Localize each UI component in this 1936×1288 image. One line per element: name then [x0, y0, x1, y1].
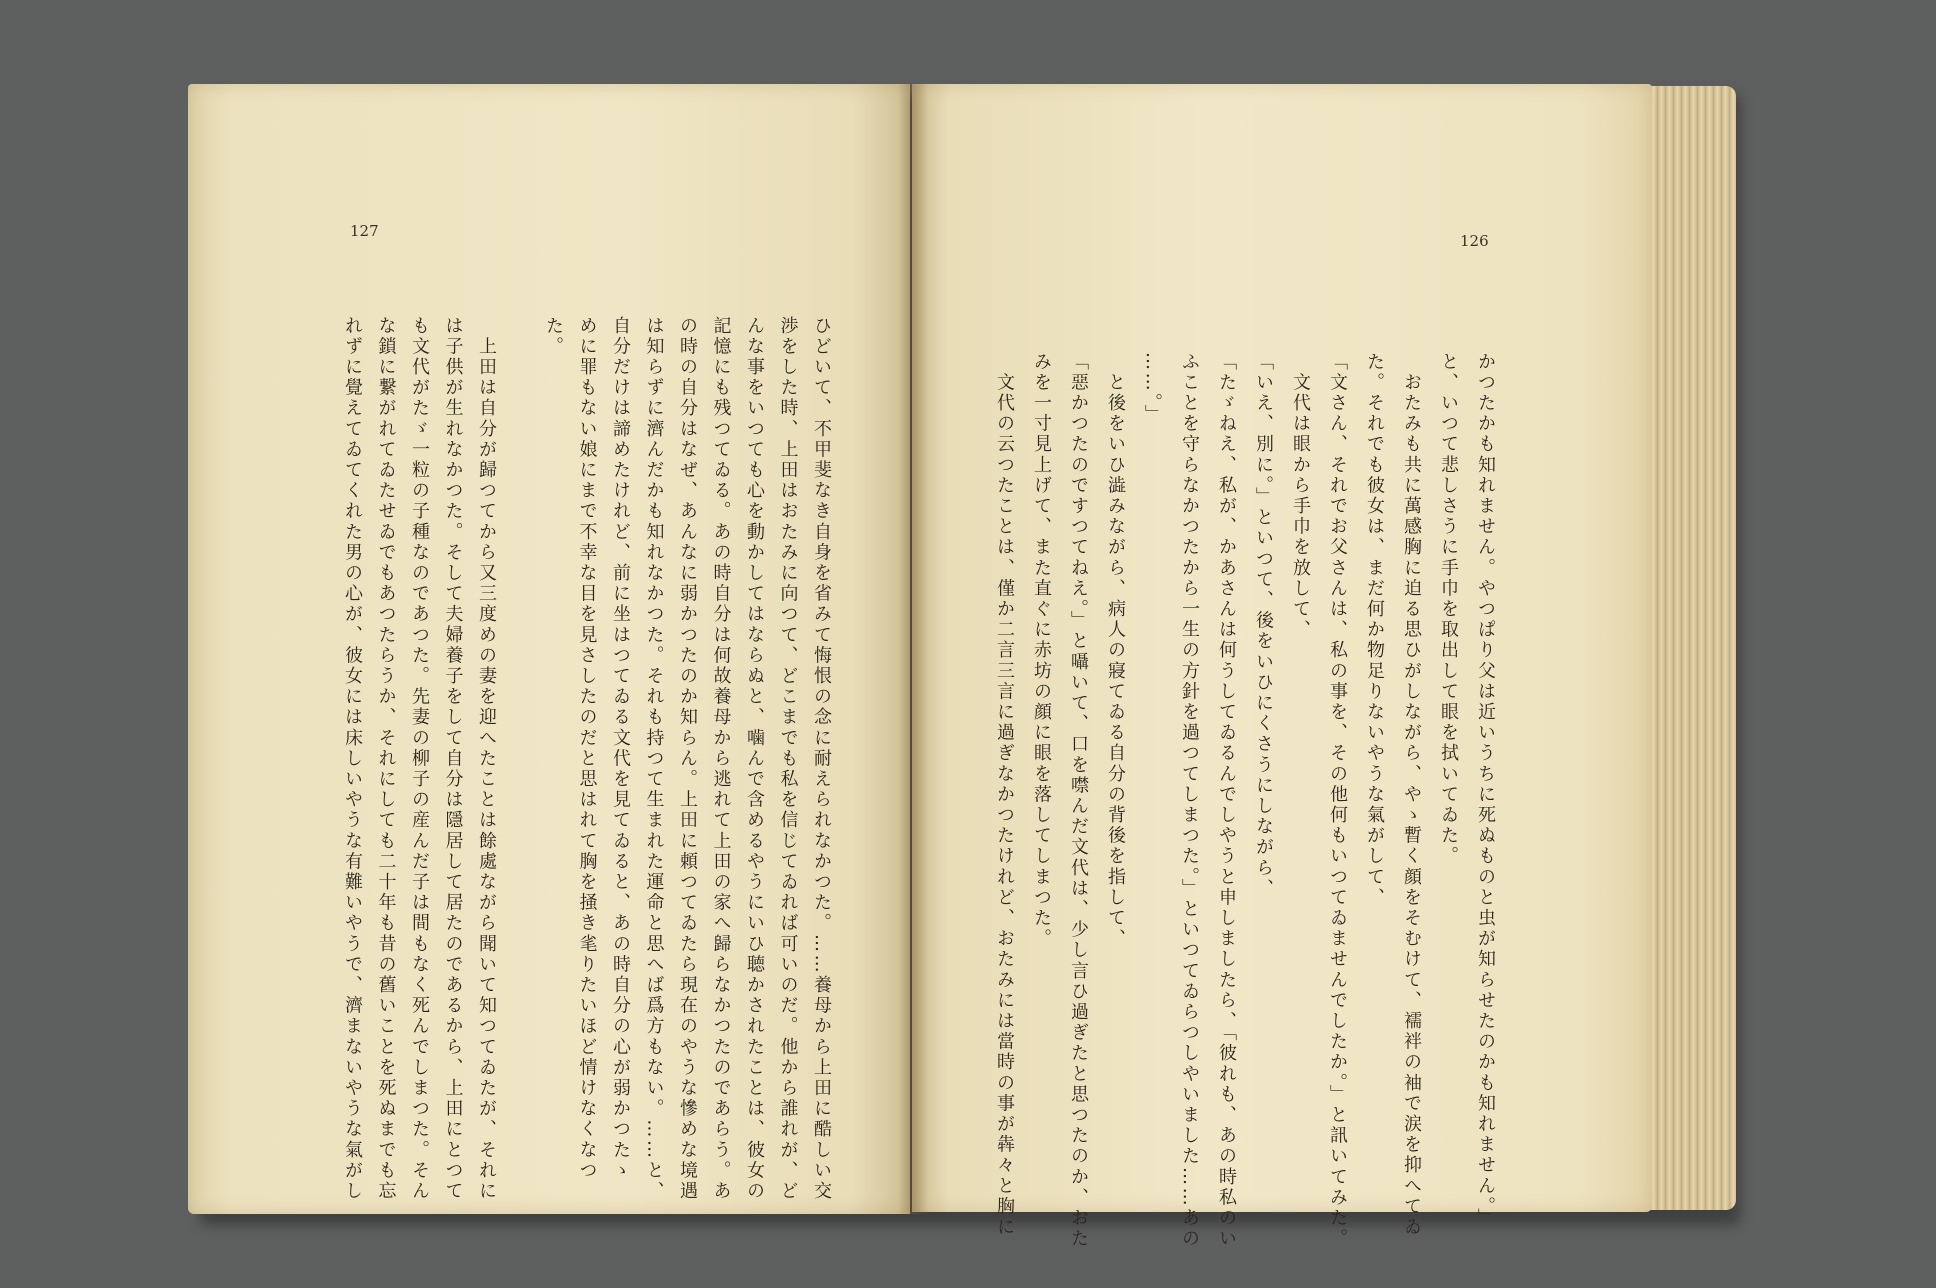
- text-column: ひどいて、不甲斐なき自身を省みて悔恨の念に耐えられなかつた。……養母から上田に酷しい交: [811, 316, 832, 1202]
- text-column: 文代の云つたことは、僅か二言三言に過ぎなかつたけれど、おたみには當時の事が犇々と胸に: [994, 352, 1015, 1238]
- text-column: 上田は自分が歸つてから又三度めの妻を迎へたことは餘處ながら聞いて知つてゐたが、それに: [476, 316, 497, 1202]
- text-column: 文代は眼から手巾を放して、: [1290, 352, 1311, 641]
- text-column: た。: [543, 316, 564, 358]
- left-columns: [328, 316, 838, 1202]
- text-column: 渉をした時、上田はおたみに向つて、どこまでも私を信じてゐれば可いのだ。他から誰れが、ど: [777, 316, 799, 1202]
- text-column: かつたかも知れません。やつぱり父は近いうちに死ぬものと虫が知らせたのかも知れません。」: [1475, 352, 1496, 1229]
- text-column: の時の自分はなぜ、あんなに弱かつたのか知らん。上田に頼つてゐたら現在のやうな慘めな境遇: [677, 316, 698, 1202]
- right-page-number: 126: [1460, 232, 1489, 250]
- text-column: た。それでも彼女は、まだ何か物足りないやうな氣がして、: [1364, 352, 1385, 909]
- text-column: 記憶にも残つてゐる。あの時自分は何故養母から逃れて上田の家へ歸らなかつたのであらう。あ: [710, 316, 732, 1202]
- right-page-text: [982, 352, 1502, 1250]
- text-column: な鎖に繋がれてゐたせゐでもあつたらうか、それにしても二十年も昔の舊いことを死ぬまでも忘: [375, 316, 397, 1202]
- text-column: んな事をいつても心を動かしてはならぬと、噛んで含めるやうにいひ聴かされたことは、彼女の: [744, 316, 765, 1202]
- text-column: めに罪もない娘にまで不幸な目を見さしたのだと思はれて胸を掻き毟りたいほど情けなくなつ: [576, 316, 598, 1182]
- text-column: ……。」: [1142, 352, 1163, 426]
- text-column: 自分だけは諦めたけれど、前に坐はつてゐる文代を見てゐると、あの時自分の心が弱かつたゝ: [610, 316, 631, 1182]
- text-column: 「たゞねえ、私が、かあさんは何うしてゐるんでしやうと申しましたら、「彼れも、あの時私のい: [1216, 352, 1237, 1250]
- right-columns: [982, 352, 1502, 1250]
- text-column: [507, 316, 537, 1146]
- text-column: 「惡かつたのですつてねえ。」と囁いて、口を噤んだ文代は、少し言ひ過ぎたと思つたのか、おた: [1068, 352, 1089, 1250]
- right-page: [912, 84, 1652, 1250]
- text-column: と後をいひ澁みながら、病人の寢てゐる自分の背後を指して、: [1105, 352, 1126, 950]
- text-column: 「いえ、別に。」といつて、後をいひにくさうにしながら、: [1253, 352, 1274, 900]
- text-column: ふことを守らなかつたから一生の方針を過つてしまつた。」といつてゐらつしやいました……あの: [1179, 352, 1200, 1250]
- left-page-text: [328, 316, 838, 1202]
- text-column: おたみも共に萬感胸に迫る思ひがしながら、やゝ暫く顔をそむけて、襦袢の袖で涙を抑へてゐ: [1401, 352, 1422, 1238]
- text-column: も文代がたゞ一粒の子種なのであつた。先妻の柳子の産んだ子は間もなく死んでしまつた。そん: [409, 316, 430, 1202]
- text-column: れずに覺えてゐてくれた男の心が、彼女には床しいやうな有難いやうで、濟まないやうな氣がし: [342, 316, 363, 1202]
- text-column: は知らずに濟んだかも知れなかつた。それも持つて生まれた運命と思へば爲方もない。……と、: [643, 316, 665, 1202]
- text-column: は子供が生れなかつた。そして夫婦養子をして自分は隱居して居たのであるから、上田にとつて: [442, 316, 464, 1202]
- text-column: みを一寸見上げて、また直ぐに赤坊の顔に眼を落してしまつた。: [1031, 352, 1052, 950]
- book-gutter: [898, 84, 928, 1214]
- text-column: と、いつて悲しさうに手巾を取出して眼を拭いてゐた。: [1438, 352, 1459, 867]
- text-column: 「文さん、それでお父さんは、私の事を、その他何もいつてゐませんでしたか。」と訊いてみた。: [1327, 352, 1348, 1250]
- left-page-number: 127: [350, 222, 379, 240]
- left-page: [188, 84, 910, 1214]
- page-edges: [1650, 86, 1736, 1210]
